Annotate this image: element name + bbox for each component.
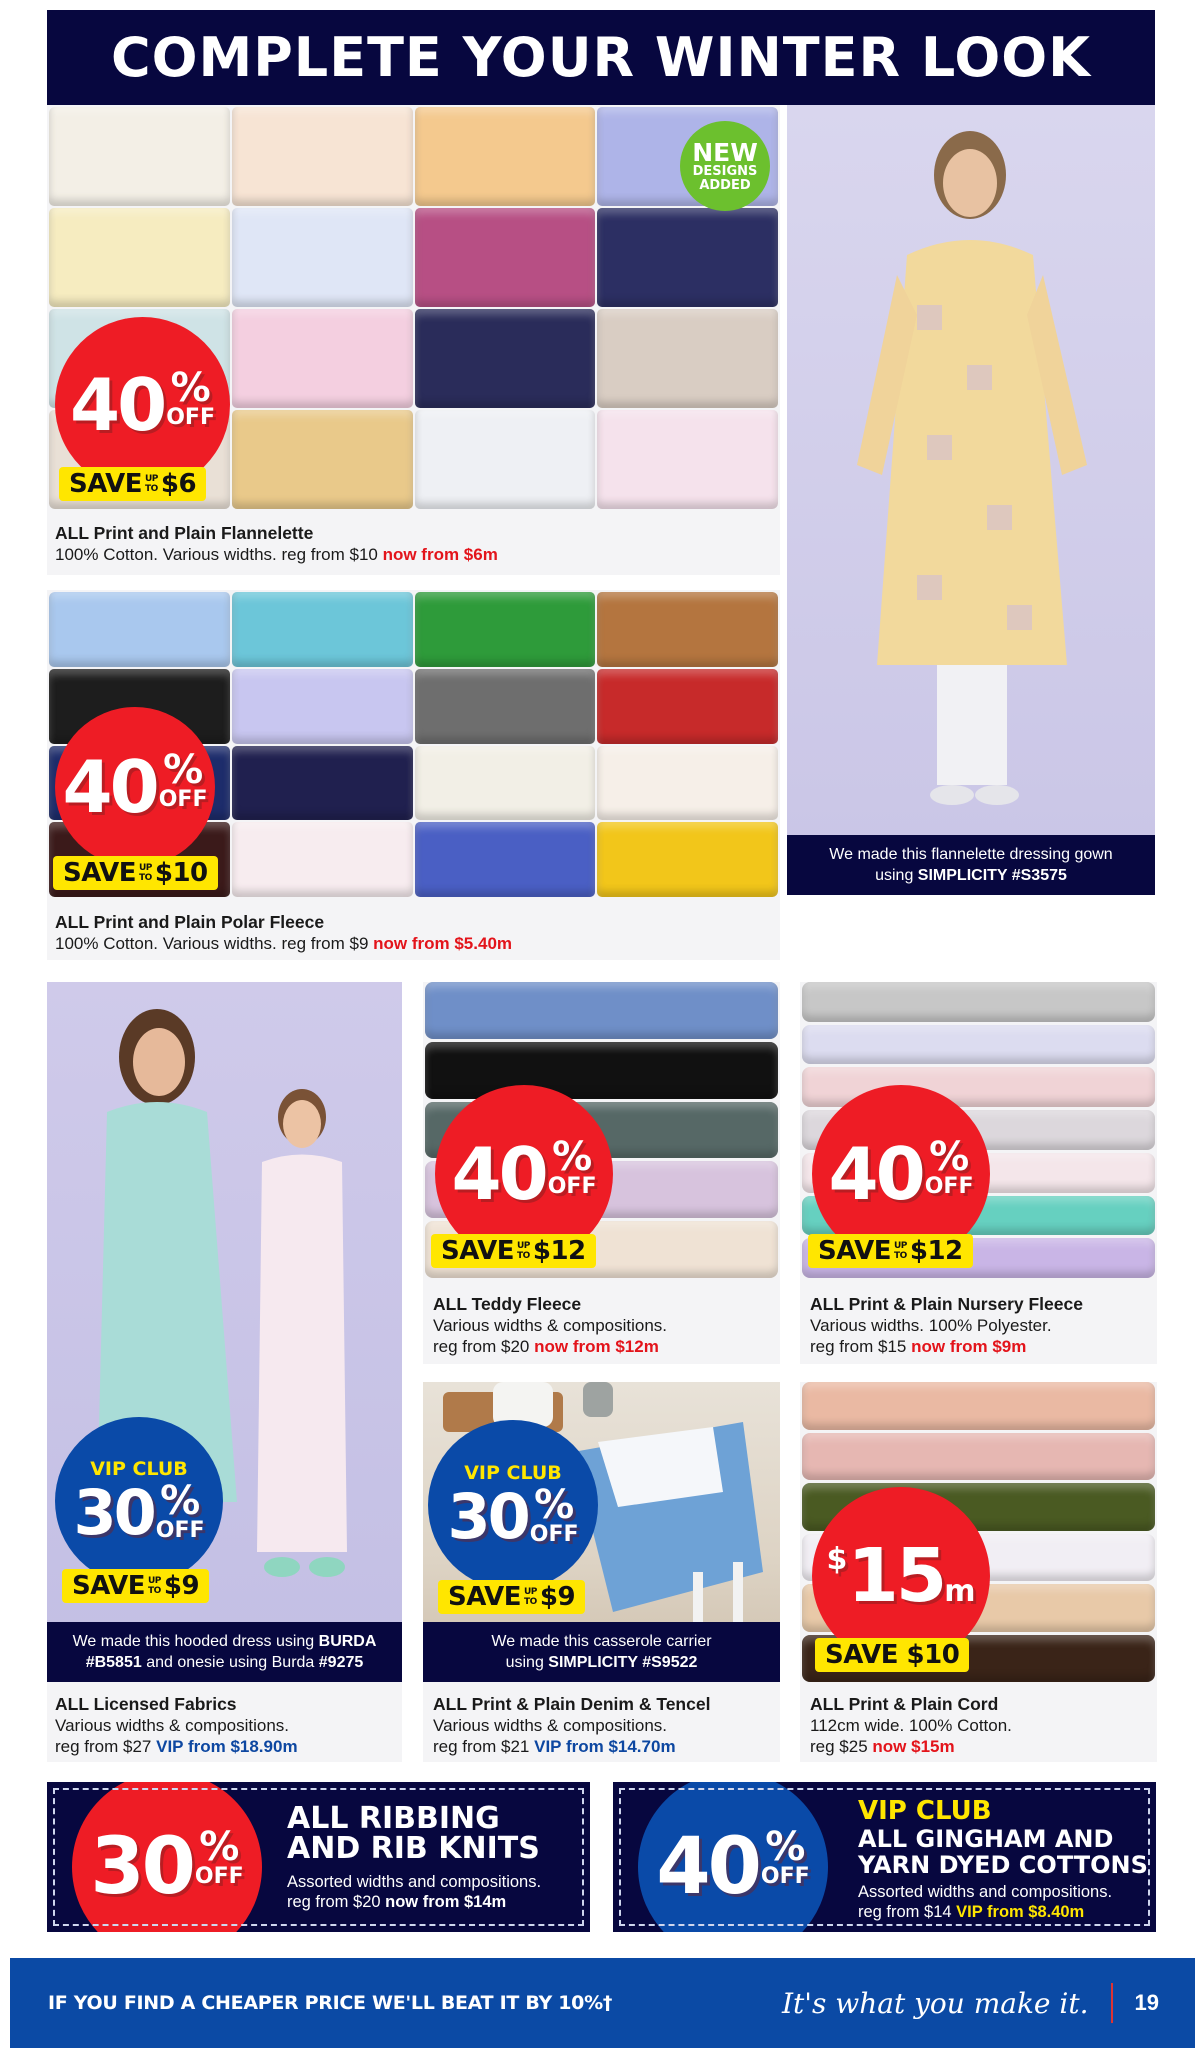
divider: [1111, 1983, 1113, 2023]
banner-desc: Assorted widths and compositions.: [858, 1883, 1113, 1901]
product-desc: Various widths. 100% Polyester.: [810, 1316, 1052, 1335]
pattern-note: We made this hooded dress using BURDA #B5851 and onesie using Burda #9275: [47, 1622, 402, 1682]
teddy-fleece-panel: [423, 982, 780, 1364]
licensed-fabrics-panel: [47, 982, 402, 1762]
fabric-swatch: [597, 592, 778, 667]
save-tag: SAVE UP TO $9: [438, 1580, 585, 1614]
banner-heading: ALL RIBBING: [287, 1801, 500, 1836]
fabric-swatch: [597, 669, 778, 744]
banner-desc: Assorted widths and compositions.: [287, 1873, 542, 1891]
fabric-swatch: [415, 208, 596, 307]
product-desc: Various widths & compositions.: [55, 1716, 290, 1735]
dressing-gown-photo: [787, 105, 1155, 895]
product-price: now from $6m: [382, 545, 498, 564]
banner-heading: ALL GINGHAM AND: [858, 1825, 1114, 1853]
fabric-roll: [802, 982, 1155, 1022]
casserole-carrier-photo: [423, 1382, 780, 1682]
vip-club-label: VIP CLUB: [858, 1796, 992, 1826]
product-title: ALL Print & Plain Nursery Fleece: [810, 1294, 1083, 1314]
vip-discount-badge: VIP CLUB 30 % OFF: [428, 1420, 598, 1590]
save-tag: SAVE UP TO $12: [431, 1234, 596, 1268]
fabric-swatch: [415, 309, 596, 408]
fabric-swatch: [49, 592, 230, 667]
new-designs-badge: NEW DESIGNS ADDED: [680, 121, 770, 211]
fabric-swatch: [415, 822, 596, 897]
vip-discount-badge: 40 % OFF: [638, 1782, 828, 1932]
product-price: now from $12m: [534, 1337, 659, 1356]
product-price: VIP from $18.90m: [156, 1737, 298, 1756]
save-tag: SAVE UP TO $10: [53, 856, 218, 890]
fabric-swatch: [232, 410, 413, 509]
pattern-number: SIMPLICITY #S3575: [917, 867, 1067, 884]
nursery-fleece-panel: [800, 982, 1157, 1364]
licensed-caption: ALL Licensed Fabrics Various widths & compositions. reg from $27 VIP from $18.90m: [55, 1694, 298, 1756]
polar-fleece-caption: [55, 912, 512, 954]
product-price: now $15m: [872, 1737, 955, 1756]
product-desc: Various widths & compositions.: [433, 1716, 668, 1735]
pattern-note: We made this casserole carrier using SIMPLICITY #S9522: [423, 1622, 780, 1682]
cord-caption: ALL Print & Plain Cord 112cm wide. 100% Cotton. reg $25 now $15m: [810, 1694, 1012, 1756]
vip-discount-badge: VIP CLUB 30 % OFF: [55, 1417, 223, 1585]
fabric-roll: [802, 1025, 1155, 1065]
fabric-swatch: [49, 107, 230, 206]
fabric-swatch: [415, 410, 596, 509]
fabric-swatch: [415, 107, 596, 206]
cord-panel: [800, 1382, 1157, 1762]
gingham-banner: 40 % OFF VIP CLUB ALL GINGHAM AND YARN DYED COTTONS Assorted widths and compositions. reg from $14 VIP from $8.40m: [613, 1782, 1156, 1932]
product-price: now from $5.40m: [373, 934, 513, 953]
fabric-swatch: [597, 746, 778, 821]
model-in-gown-illustration: [787, 105, 1155, 895]
denim-caption: ALL Print & Plain Denim & Tencel Various widths & compositions. reg from $21 VIP from $14.70m: [433, 1694, 711, 1756]
fabric-swatch: [232, 822, 413, 897]
save-tag: SAVE UP TO $6: [59, 467, 206, 501]
fabric-swatch: [232, 107, 413, 206]
price-beat-claim: IF YOU FIND A CHEAPER PRICE WE'LL BEAT IT BY 10%†: [48, 1992, 613, 2014]
nursery-caption: ALL Print & Plain Nursery Fleece Various widths. 100% Polyester. reg from $15 now from $9m: [810, 1294, 1083, 1356]
fabric-swatch: [597, 208, 778, 307]
product-desc: Various widths & compositions.: [433, 1316, 668, 1335]
fabric-swatch: [232, 592, 413, 667]
fabric-swatch: [232, 208, 413, 307]
discount-badge: 40 % OFF: [55, 707, 215, 867]
product-title: ALL Print & Plain Cord: [810, 1694, 999, 1714]
product-title: ALL Teddy Fleece: [433, 1294, 582, 1314]
product-price: VIP from $14.70m: [534, 1737, 676, 1756]
pattern-number: SIMPLICITY #S9522: [548, 1654, 698, 1671]
banner-heading: YARN DYED COTTONS: [858, 1851, 1148, 1879]
discount-badge: 40 % OFF: [55, 317, 230, 492]
flannelette-caption: [55, 523, 498, 565]
product-desc: 100% Cotton. Various widths. reg from $9: [55, 934, 369, 953]
fabric-swatch: [415, 669, 596, 744]
discount-badge: 40 % OFF: [435, 1085, 613, 1263]
flannelette-panel: [47, 105, 780, 575]
page-number: 19: [1134, 1990, 1159, 2015]
fabric-swatch: [49, 208, 230, 307]
discount-badge: 40 % OFF: [812, 1085, 990, 1263]
product-title: ALL Print and Plain Flannelette: [55, 523, 314, 543]
product-title: ALL Print & Plain Denim & Tencel: [433, 1694, 711, 1714]
save-tag: SAVE UP TO $9: [62, 1569, 209, 1603]
brand-tagline: It's what you make it.: [781, 1986, 1089, 2020]
product-title: ALL Licensed Fabrics: [55, 1694, 237, 1714]
product-title: ALL Print and Plain Polar Fleece: [55, 912, 325, 932]
product-desc: 100% Cotton. Various widths. reg from $10: [55, 545, 378, 564]
page-header: [47, 10, 1155, 105]
save-tag: SAVE $10: [815, 1638, 969, 1672]
teddy-caption: ALL Teddy Fleece Various widths & compositions. reg from $20 now from $12m: [433, 1294, 668, 1356]
hooded-dress-onesie-photo: [47, 982, 402, 1682]
fabric-swatch: [597, 410, 778, 509]
banner-heading: AND RIB KNITS: [287, 1831, 540, 1866]
save-tag: SAVE UP TO $12: [808, 1234, 973, 1268]
price-badge: $ 15 m: [812, 1487, 990, 1665]
fabric-swatch: [597, 309, 778, 408]
page-title: COMPLETE YOUR WINTER LOOK: [110, 26, 1092, 89]
fabric-roll: [802, 1382, 1155, 1430]
fabric-swatch: [232, 746, 413, 821]
product-price: now from $9m: [911, 1337, 1027, 1356]
product-desc: 112cm wide. 100% Cotton.: [810, 1716, 1012, 1735]
polar-fleece-panel: [47, 590, 780, 960]
fabric-roll: [802, 1433, 1155, 1481]
denim-tencel-panel: [423, 1382, 780, 1762]
banner-price: VIP from $8.40m: [956, 1903, 1085, 1921]
discount-badge: 30 % OFF: [72, 1782, 262, 1932]
fabric-swatch: [232, 669, 413, 744]
pattern-note: We made this flannelette dressing gown using SIMPLICITY #S3575: [787, 835, 1155, 895]
fabric-roll: [425, 982, 778, 1039]
ribbing-banner: 30 % OFF ALL RIBBING AND RIB KNITS Assorted widths and compositions. reg from $20 now from $14m: [47, 1782, 590, 1932]
fabric-roll: [425, 1042, 778, 1099]
banner-price: now from $14m: [385, 1893, 507, 1911]
fabric-swatch: [415, 592, 596, 667]
footer-bar: [10, 1958, 1195, 2048]
fabric-swatch: [597, 822, 778, 897]
fabric-swatch: [232, 309, 413, 408]
fabric-swatch: [415, 746, 596, 821]
